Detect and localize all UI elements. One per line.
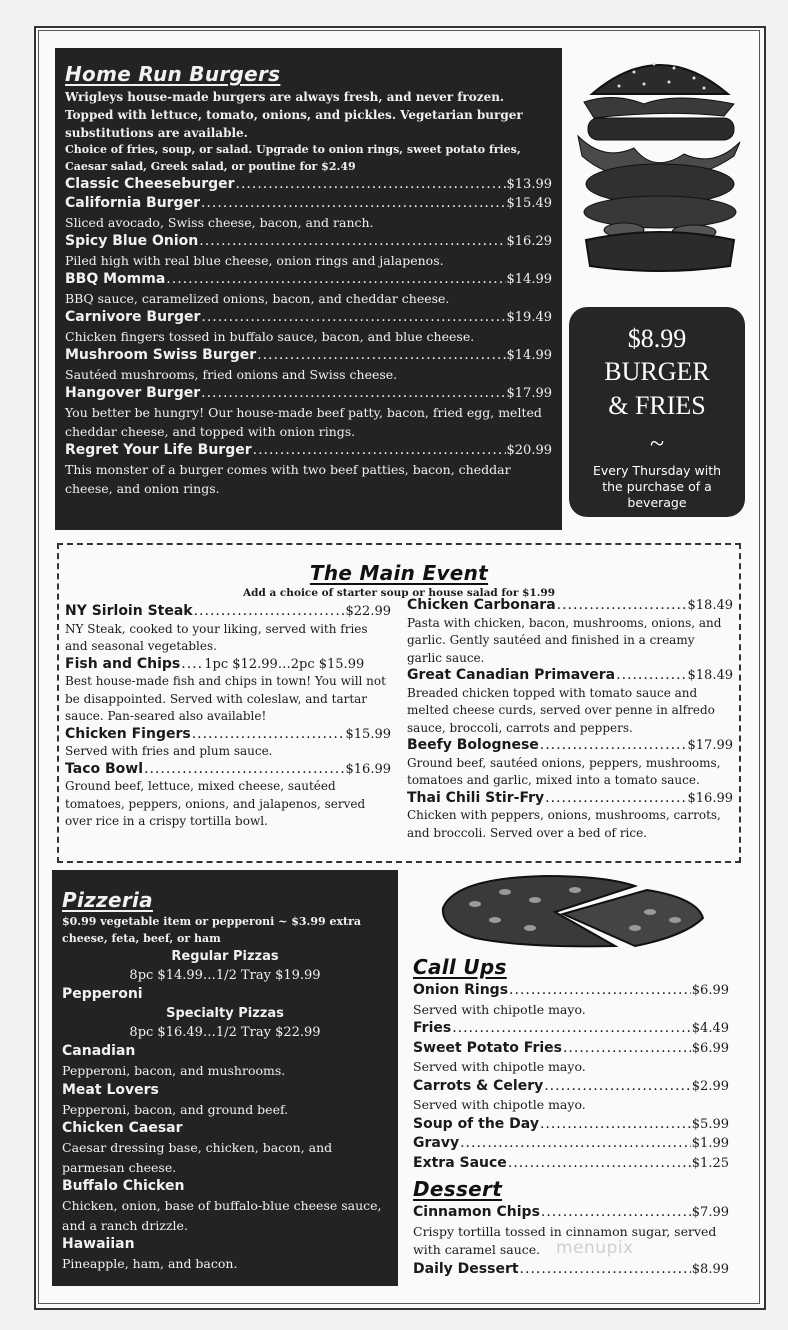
item-desc: BBQ sauce, caramelized onions, bacon, and cheddar cheese. bbox=[65, 291, 450, 306]
item-price: $17.99 bbox=[506, 386, 552, 401]
menu-item bbox=[413, 1077, 729, 1115]
item-price: $14.99 bbox=[506, 348, 552, 363]
burger-fries-deal bbox=[569, 307, 745, 517]
main-event-section bbox=[57, 543, 741, 863]
menu-item bbox=[62, 1081, 388, 1120]
menu-item bbox=[413, 1019, 729, 1039]
item-desc: NY Steak, cooked to your liking, served with fries and seasonal vegetables. bbox=[65, 621, 368, 653]
burger-list bbox=[65, 175, 552, 498]
item-desc: Breaded chicken topped with tomato sauce and melted cheese curds, served over penne in alfredo sauce, broccoli, carrots and peppers. bbox=[407, 685, 715, 735]
item-desc: Sliced avocado, Swiss cheese, bacon, and ranch. bbox=[65, 215, 374, 230]
menu-item bbox=[413, 1115, 729, 1135]
menu-item bbox=[407, 737, 733, 790]
item-price: $16.99 bbox=[687, 790, 733, 806]
item-name: Spicy Blue Onion bbox=[65, 233, 199, 249]
burgers-sides-note: Choice of fries, soup, or salad. Upgrade to onion rings, sweet potato fries, Caesar salad, Greek salad, or poutine for $2.49 bbox=[65, 143, 521, 173]
menu-item bbox=[65, 232, 552, 270]
item-desc: Chicken with peppers, onions, mushrooms, carrots, and broccoli. Served over a bed of rice. bbox=[407, 808, 721, 840]
item-price: $20.99 bbox=[506, 443, 552, 458]
pizzeria-title: Pizzeria bbox=[62, 888, 153, 912]
item-name: Beefy Bolognese bbox=[407, 737, 539, 753]
item-name: Great Canadian Primavera bbox=[407, 667, 616, 683]
item-price: $18.49 bbox=[687, 668, 733, 683]
item-price: $18.49 bbox=[687, 598, 733, 613]
item-desc: Served with chipotle mayo. bbox=[413, 1097, 586, 1112]
item-price: $6.99 bbox=[691, 1040, 729, 1056]
item-price: $1.99 bbox=[691, 1136, 729, 1151]
item-desc: Piled high with real blue cheese, onion rings and jalapenos. bbox=[65, 253, 444, 268]
main-event-subtitle: Add a choice of starter soup or house salad for $1.99 bbox=[242, 587, 556, 599]
item-price: $16.29 bbox=[506, 234, 552, 249]
item-name: Fries bbox=[413, 1020, 452, 1036]
item-name: Classic Cheeseburger bbox=[65, 176, 235, 192]
menu-item bbox=[407, 790, 733, 843]
item-name: Gravy bbox=[413, 1135, 460, 1151]
item-desc: Best house-made fish and chips in town! You will not be disappointed. Served with coleslaw, and tartar sauce. Pan-seared also available! bbox=[65, 674, 386, 723]
menu-item bbox=[413, 1154, 729, 1174]
regular-pizzas-price: 8pc $14.99…1/2 Tray $19.99 bbox=[129, 968, 321, 983]
deal-note: Every Thursday with the purchase of a beverage bbox=[592, 463, 722, 510]
burgers-section bbox=[55, 48, 562, 530]
item-desc: This monster of a burger comes with two beef patties, bacon, cheddar cheese, and onion rings. bbox=[65, 462, 511, 496]
item-name: Hangover Burger bbox=[65, 385, 201, 401]
callups-title: Call Ups bbox=[413, 955, 507, 979]
menu-item bbox=[65, 270, 552, 308]
item-name: Chicken Carbonara bbox=[407, 597, 556, 613]
item-name: Thai Chili Stir-Fry bbox=[407, 789, 545, 806]
item-desc: Sautéed mushrooms, fried onions and Swiss cheese. bbox=[65, 367, 398, 382]
pizzeria-section bbox=[52, 870, 398, 1286]
item-name: Chicken Fingers bbox=[65, 725, 191, 742]
item-price: $13.99 bbox=[506, 177, 552, 192]
item-desc: Ground beef, sautéed onions, peppers, mushrooms, tomatoes and garlic, mixed into a tomato sauce. bbox=[407, 755, 721, 787]
item-desc: Ground beef, lettuce, mixed cheese, sautéed tomatoes, peppers, onions, and jalapenos, served over rice in a crispy tortilla bowl. bbox=[65, 779, 366, 828]
menu-item bbox=[65, 656, 391, 726]
item-desc: Pasta with chicken, bacon, mushrooms, onions, and garlic. Gently sautéed and finished in a creamy garlic sauce. bbox=[407, 615, 722, 665]
menu-item bbox=[65, 726, 391, 761]
item-price: $1.25 bbox=[691, 1155, 729, 1171]
main-event-title: The Main Event bbox=[309, 561, 489, 585]
item-price: $17.99 bbox=[687, 738, 733, 753]
deal-line-2: & FRIES bbox=[608, 391, 706, 420]
item-name: Carnivore Burger bbox=[65, 309, 201, 325]
item-name: California Burger bbox=[65, 195, 200, 211]
item-price: $15.49 bbox=[506, 196, 552, 211]
item-name: Extra Sauce bbox=[413, 1154, 507, 1171]
item-name: BBQ Momma bbox=[65, 271, 166, 287]
item-desc: Pineapple, ham, and bacon. bbox=[62, 1256, 238, 1271]
regular-pizzas-title: Regular Pizzas bbox=[171, 949, 279, 964]
item-price: $15.99 bbox=[345, 726, 391, 742]
menu-item bbox=[62, 1235, 388, 1274]
item-desc: Chicken, onion, base of buffalo-blue cheese sauce, and a ranch drizzle. bbox=[62, 1198, 382, 1233]
menu-item bbox=[62, 1042, 388, 1081]
item-desc: Pepperoni, bacon, and ground beef. bbox=[62, 1101, 289, 1117]
item-name: Canadian bbox=[62, 1043, 136, 1059]
item-desc: Caesar dressing base, chicken, bacon, and parmesan cheese. bbox=[62, 1140, 333, 1175]
menu-item bbox=[65, 761, 391, 831]
item-name: Buffalo Chicken bbox=[62, 1178, 185, 1194]
item-name: Onion Rings bbox=[413, 982, 509, 998]
menu-item bbox=[62, 1177, 388, 1235]
item-name: Sweet Potato Fries bbox=[413, 1039, 562, 1056]
menu-item bbox=[413, 981, 729, 1019]
item-price: $16.99 bbox=[345, 761, 391, 777]
menu-item bbox=[65, 194, 552, 232]
item-name: NY Sirloin Steak bbox=[65, 603, 193, 619]
item-name: Mushroom Swiss Burger bbox=[65, 347, 257, 363]
item-desc: Crispy tortilla tossed in cinnamon sugar, served with caramel sauce. bbox=[413, 1223, 717, 1257]
pizza-illustration bbox=[435, 872, 705, 950]
item-name: Chicken Caesar bbox=[62, 1120, 183, 1136]
menu-item bbox=[65, 346, 552, 384]
dessert-title: Dessert bbox=[413, 1177, 503, 1201]
menu-item bbox=[65, 441, 552, 498]
item-name: Fish and Chips bbox=[65, 655, 181, 672]
item-name: Regret Your Life Burger bbox=[65, 442, 252, 458]
menu-item bbox=[65, 384, 552, 441]
menu-item bbox=[65, 308, 552, 346]
item-price: $19.49 bbox=[506, 310, 552, 325]
menu-item bbox=[407, 667, 733, 737]
item-name: Taco Bowl bbox=[65, 760, 144, 777]
item-price: $2.99 bbox=[691, 1078, 729, 1094]
menu-item bbox=[413, 1260, 729, 1280]
item-name: Meat Lovers bbox=[62, 1081, 159, 1098]
menu-item bbox=[62, 1119, 388, 1177]
item-price: $8.99 bbox=[691, 1261, 729, 1277]
burgers-intro: Wrigleys house-made burgers are always fresh, and never frozen. Topped with lettuce, tomato, onions, and pickles. Vegetarian burger substitutions are available. bbox=[65, 90, 523, 140]
item-name: Daily Dessert bbox=[413, 1260, 519, 1277]
item-price: $14.99 bbox=[506, 272, 552, 287]
main-right-column bbox=[407, 597, 733, 842]
pizzeria-note: $0.99 vegetable item or pepperoni ~ $3.99 extra cheese, feta, beef, or ham bbox=[62, 915, 362, 945]
item-desc: You better be hungry! Our house-made beef patty, bacon, fried egg, melted cheddar cheese, and topped with onion rings. bbox=[65, 405, 542, 439]
deal-tilde: ~ bbox=[649, 429, 665, 458]
item-desc: Served with fries and plum sauce. bbox=[65, 744, 273, 758]
item-price: $22.99 bbox=[345, 604, 391, 619]
item-desc: Chicken fingers tossed in buffalo sauce, bacon, and blue cheese. bbox=[65, 329, 475, 344]
item-desc: Pepperoni, bacon, and mushrooms. bbox=[62, 1063, 286, 1078]
menu-item bbox=[65, 603, 391, 656]
item-price: $4.49 bbox=[691, 1021, 729, 1036]
deal-price: $8.99 bbox=[627, 324, 687, 353]
main-left-column bbox=[65, 603, 391, 831]
item-price: $6.99 bbox=[691, 983, 729, 998]
item-name: Soup of the Day bbox=[413, 1115, 539, 1132]
burgers-title: Home Run Burgers bbox=[65, 62, 281, 86]
menu-item bbox=[413, 1134, 729, 1154]
menu-item bbox=[413, 1039, 729, 1077]
item-desc: Served with chipotle mayo. bbox=[413, 1059, 586, 1074]
item-price: 1pc $12.99…2pc $15.99 bbox=[204, 656, 365, 672]
callups-section bbox=[413, 955, 729, 1279]
pepperoni-item: Pepperoni bbox=[62, 986, 143, 1002]
item-name: Cinnamon Chips bbox=[413, 1204, 540, 1220]
specialty-pizzas-price: 8pc $16.49…1/2 Tray $22.99 bbox=[129, 1025, 321, 1040]
watermark: menupix bbox=[556, 1238, 634, 1258]
burger-illustration bbox=[574, 44, 746, 276]
deal-line-1: BURGER bbox=[604, 357, 710, 386]
item-price: $7.99 bbox=[691, 1205, 729, 1220]
item-desc: Served with chipotle mayo. bbox=[413, 1001, 586, 1017]
item-name: Carrots & Celery bbox=[413, 1077, 544, 1094]
item-name: Hawaiian bbox=[62, 1236, 135, 1252]
menu-item bbox=[65, 175, 552, 194]
item-price: $5.99 bbox=[691, 1116, 729, 1132]
specialty-pizzas-title: Specialty Pizzas bbox=[166, 1006, 284, 1021]
menu-item bbox=[407, 597, 733, 667]
